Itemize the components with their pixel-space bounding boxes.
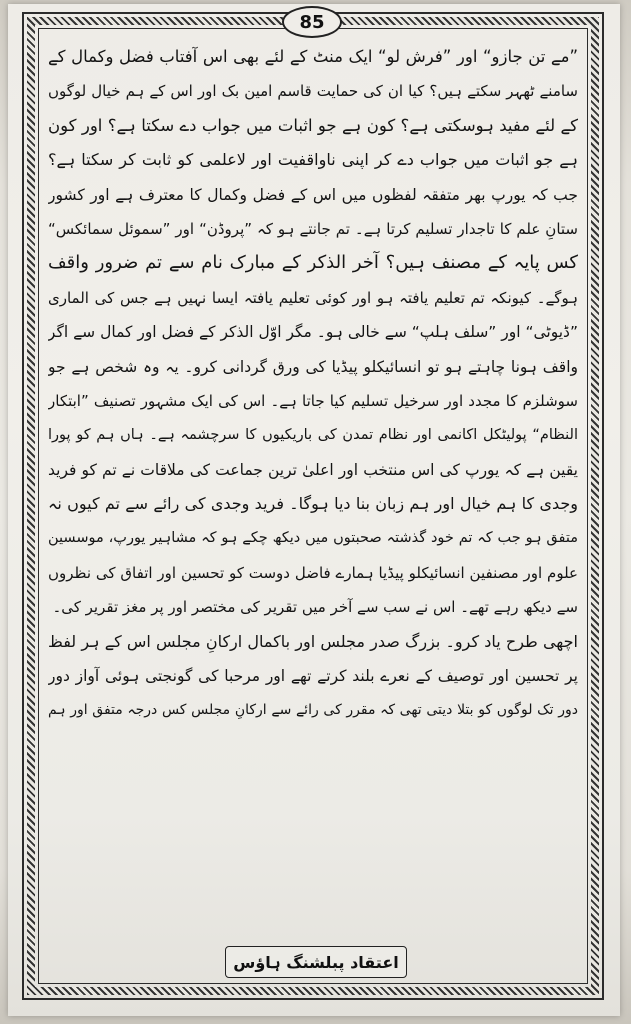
text-line: ہے جو اثبات میں جواب دے کر اپنی ناواقفیت اور لاعلمی کو ثابت کر سکتا ہے؟ xyxy=(48,150,578,170)
text-line: وجدی کا ہم خیال اور ہم زبان بنا دیا ہوگا۔ فرید وجدی کی رائے سے تم کیوں نہ xyxy=(48,494,578,514)
text-line: کس پایہ کے مصنف ہیں؟ آخر الذکر کے مبارک نام سے تم ضرور واقف xyxy=(48,252,578,274)
page-number xyxy=(282,6,342,38)
text-line: واقف ہونا چاہتے ہو تو انسائیکلو پیڈیا کی ورق گردانی کرو۔ یہ وہ شخص ہے جو xyxy=(48,357,578,376)
text-line: متفق ہو جب کہ تم خود گذشتہ صحبتوں میں دیکھ چکے ہو کہ مشاہیر یورپ، موسسین xyxy=(48,530,578,547)
text-line: علوم اور مصنفین انسائیکلو پیڈیا ہمارے فاضل دوست کو تحسین اور اتفاق کی نظروں xyxy=(48,563,578,582)
text-line: پر تحسین اور توصیف کے نعرے بلند کرتے تھے اور مرحبا کی گونجتی ہوئی آواز دور xyxy=(48,667,578,686)
text-line: سامنے ٹھہر سکتے ہیں؟ کیا ان کی حمایت قاسم امین بک اور اس کے ہم خیال لوگوں xyxy=(48,82,578,101)
publisher-name: اعتقاد پبلشنگ ہاؤس xyxy=(233,952,399,972)
text-line: سوشلزم کا مجدد اور سرخیل تسلیم کیا جاتا ہے۔ اس کی ایک مشہور تصنیف ”ابتکار xyxy=(48,391,578,410)
text-line: ”ڈیوٹی“ اور ”سلف ہلپ“ سے خالی ہو۔ مگر اوّل الذکر کے فضل اور کمال سے اگر xyxy=(48,323,578,342)
text-line: النظام“ پولیٹکل اکانمی اور نظام تمدن کی باریکیوں کا سرچشمہ ہے۔ ہاں ہم کو پورا xyxy=(48,427,578,444)
text-line: سے دیکھ رہے تھے۔ اس نے سب سے آخر میں تقریر کی مختصر اور پر مغز تقریر کی۔ xyxy=(52,598,578,617)
text-line: کے لئے مفید ہوسکتی ہے؟ کون ہے جو اثبات میں جواب دے سکتا ہے؟ اور کون xyxy=(48,115,578,135)
text-line: ہوگے۔ کیونکہ تم تعلیم یافتہ ہو اور کوئی تعلیم یافتہ ایسا نہیں ہے جس کی الماری xyxy=(48,288,578,307)
text-line: ستانِ علم کا تاجدار تسلیم کرتا ہے۔ تم جانتے ہو کہ ”پروڈن“ اور ”سموئل سمائکس“ xyxy=(48,219,578,238)
text-line: اچھی طرح یاد کرو۔ بزرگ صدر مجلس اور باکمال ارکانِ مجلس اس کے ہر لفظ xyxy=(48,631,578,651)
page-number-text: 85 xyxy=(299,11,325,33)
text-line: جب کہ یورپ بھر متفقہ لفظوں میں اس کے فضل وکمال کا معترف ہے اور کشور xyxy=(48,185,578,204)
text-line: یقین ہے کہ یورپ کی اس منتخب اور اعلیٰ ترین جماعت کی ملاقات نے تم کو فرید xyxy=(48,460,578,479)
text-line: ”مے تن جازو“ اور ”فرش لو“ ایک منٹ کے لئے بھی اس آفتاب فضل وکمال کے xyxy=(48,47,578,66)
text-line: دور تک لوگوں کو بتلا دیتی تھی کہ مقرر کی رائے سے ارکانِ مجلس کس درجہ متفق اور ہم xyxy=(48,702,578,719)
publisher-footer xyxy=(225,946,407,978)
body-text xyxy=(48,40,578,940)
